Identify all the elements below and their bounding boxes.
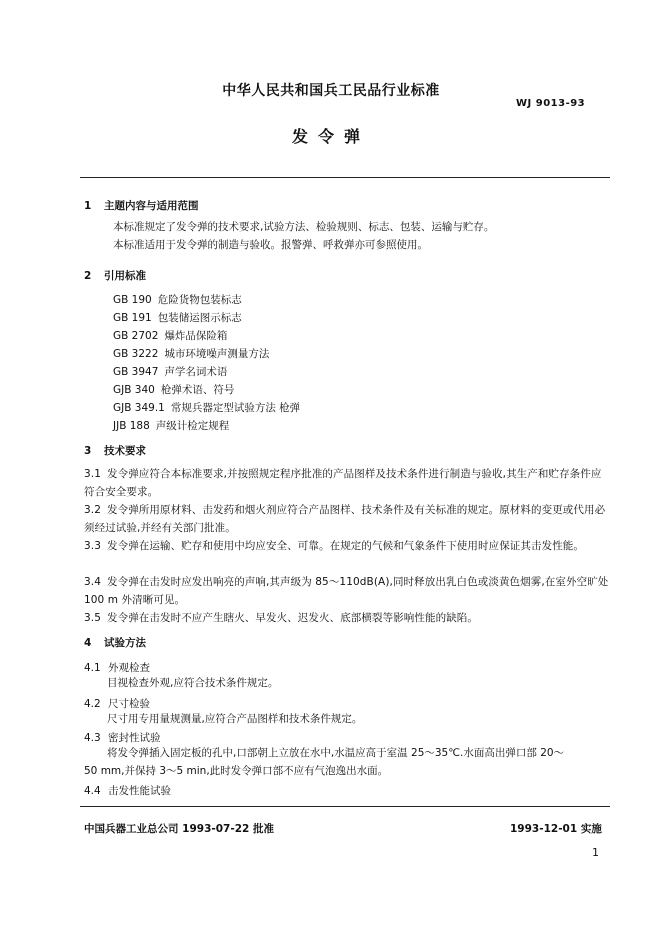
test-4-1-text: 目视检查外观,应符合技术条件规定。	[107, 677, 279, 689]
reference-code: GB 3222	[113, 348, 159, 360]
subclause-title: 尺寸检验	[108, 698, 150, 710]
subclause-number: 4.1	[84, 662, 101, 674]
clause-text: 发令弹在运输、贮存和使用中均应安全、可靠。在规定的气候和气象条件下使用时应保证其击发性能。	[107, 540, 584, 552]
reference-name: 城市环境噪声测量方法	[164, 348, 270, 360]
organization-title: 中华人民共和国兵工民品行业标准	[222, 83, 440, 99]
reference-item	[113, 346, 269, 361]
reference-item	[113, 418, 229, 433]
subclause-number: 4.3	[84, 732, 101, 744]
section-4-heading	[84, 635, 146, 650]
reference-code: GJB 340	[113, 384, 155, 396]
reference-item	[113, 382, 234, 397]
test-4-3-text-line-1: 将发令弹插入固定板的孔中,口部朝上立放在水中,水温应高于室温 25～35℃.水面高出弹口部 20～	[107, 747, 565, 759]
requirement-clause	[84, 573, 612, 609]
clause-text: 发令弹应符合本标准要求,并按照规定程序批准的产品图样及技术条件进行制造与验收,其生产和贮存条件应符合安全要求。	[84, 468, 602, 498]
reference-code: GB 190	[113, 294, 152, 306]
clause-number: 3.1	[84, 468, 101, 480]
clause-number: 3.5	[84, 612, 101, 624]
section-title: 引用标准	[104, 270, 146, 282]
reference-item	[113, 310, 242, 325]
subclause-number: 4.4	[84, 785, 101, 797]
test-4-2-heading	[84, 696, 150, 711]
reference-code: GB 2702	[113, 330, 159, 342]
clause-text: 发令弹在击发时应发出响亮的声响,其声级为 85～110dB(A),同时释放出乳白色或淡黄色烟雾,在室外空旷处 100 m 外清晰可见。	[84, 576, 609, 606]
standard-code: WJ 9013-93	[516, 98, 586, 109]
reference-code: GJB 349.1	[113, 402, 165, 414]
subclause-number: 4.2	[84, 698, 101, 710]
subclause-title: 外观检查	[108, 662, 150, 674]
section-title: 主题内容与适用范围	[104, 200, 199, 212]
subclause-title: 击发性能试验	[108, 785, 171, 797]
section-title: 技术要求	[104, 445, 146, 457]
reference-code: JJB 188	[113, 420, 150, 432]
reference-item	[113, 400, 300, 415]
scope-paragraph-1: 本标准规定了发令弹的技术要求,试验方法、检验规则、标志、包装、运输与贮存。	[113, 221, 495, 233]
clause-text: 发令弹在击发时不应产生瞎火、早发火、迟发火、底部横裂等影响性能的缺陷。	[107, 612, 478, 624]
reference-name: 爆炸品保险箱	[164, 330, 228, 342]
reference-name: 声级计检定规程	[155, 420, 230, 432]
approval-note: 中国兵器工业总公司 1993-07-22 批准	[84, 823, 274, 835]
reference-item	[113, 328, 227, 343]
requirement-clause	[84, 465, 612, 501]
reference-name: 枪弹术语、符号	[160, 384, 235, 396]
reference-item	[113, 364, 227, 379]
requirement-clause	[84, 609, 612, 627]
page-number: 1	[592, 846, 599, 859]
clause-number: 3.4	[84, 576, 101, 588]
implementation-note: 1993-12-01 实施	[510, 823, 602, 835]
section-number: 3	[84, 445, 92, 457]
header-rule	[80, 177, 610, 178]
section-number: 4	[84, 637, 92, 649]
reference-code: GB 191	[113, 312, 152, 324]
section-title: 试验方法	[104, 637, 146, 649]
reference-name: 危险货物包装标志	[157, 294, 242, 306]
requirement-clause	[84, 501, 612, 537]
reference-code: GB 3947	[113, 366, 159, 378]
clause-text: 发令弹所用原材料、击发药和烟火剂应符合产品图样、技术条件及有关标准的规定。原材料的变更或代用必须经过试验,并经有关部门批准。	[84, 504, 606, 534]
footer-rule	[80, 806, 610, 807]
scope-paragraph-2: 本标准适用于发令弹的制造与验收。报警弹、呼救弹亦可参照使用。	[113, 239, 428, 251]
clause-number: 3.3	[84, 540, 101, 552]
test-4-3-text-line-2: 50 mm,并保持 3～5 min,此时发令弹口部不应有气泡逸出水面。	[84, 765, 389, 777]
document-title: 发令弹	[291, 127, 370, 146]
reference-item	[113, 292, 242, 307]
reference-name: 包装储运图示标志	[157, 312, 242, 324]
requirement-clause	[84, 537, 612, 555]
section-2-heading	[84, 268, 146, 283]
test-4-2-text: 尺寸用专用量规测量,应符合产品图样和技术条件规定。	[107, 713, 363, 725]
reference-name: 常规兵器定型试验方法 枪弹	[170, 402, 301, 414]
section-number: 2	[84, 270, 92, 282]
section-3-heading	[84, 443, 146, 458]
clause-number: 3.2	[84, 504, 101, 516]
test-4-4-heading	[84, 783, 171, 798]
subclause-title: 密封性试验	[108, 732, 161, 744]
test-4-1-heading	[84, 660, 150, 675]
reference-name: 声学名词术语	[164, 366, 228, 378]
section-number: 1	[84, 200, 92, 212]
test-4-3-heading	[84, 730, 161, 745]
section-1-heading	[84, 198, 199, 213]
